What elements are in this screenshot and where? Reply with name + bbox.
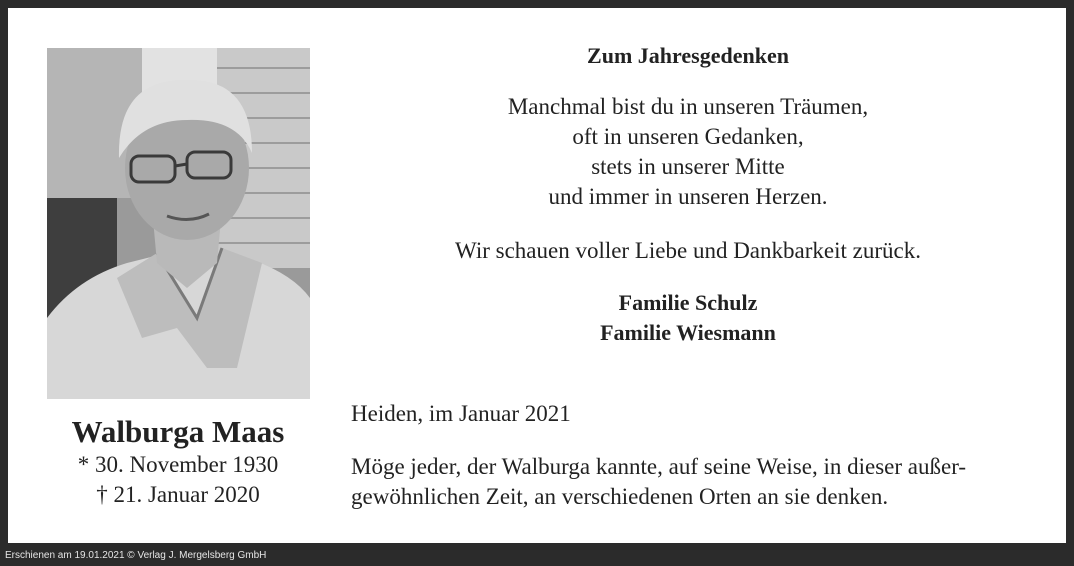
poem-line: Manchmal bist du in unseren Träumen, (507, 94, 869, 119)
poem-line: und immer in unseren Herzen. (548, 184, 828, 209)
poem-line: stets in unserer Mitte (591, 154, 785, 179)
closing-wish (351, 452, 966, 512)
poem-line: oft in unseren Gedanken, (572, 124, 804, 149)
family-name: Familie Schulz (618, 290, 758, 315)
death-date: † 21. Januar 2020 (96, 482, 260, 507)
family-name: Familie Wiesmann (600, 320, 776, 345)
publication-footer: Erschienen am 19.01.2021 © Verlag J. Mergelsberg GmbH (5, 550, 267, 561)
poem (348, 92, 1028, 212)
birth-date: * 30. November 1930 (77, 452, 279, 477)
wish-line: gewöhnlichen Zeit, an verschiedenen Orten an sie denken. (351, 484, 889, 509)
notice-heading: Zum Jahresgedenken (587, 43, 789, 68)
obituary-card (8, 8, 1066, 543)
thanks-line: Wir schauen voller Liebe und Dankbarkeit zurück. (455, 238, 921, 263)
wish-line: Möge jeder, der Walburga kannte, auf seine Weise, in dieser außer- (351, 454, 967, 479)
family-signatures (348, 288, 1028, 348)
deceased-name: Walburga Maas (71, 414, 285, 449)
portrait-photo (47, 48, 310, 399)
place-date: Heiden, im Januar 2021 (351, 401, 571, 426)
